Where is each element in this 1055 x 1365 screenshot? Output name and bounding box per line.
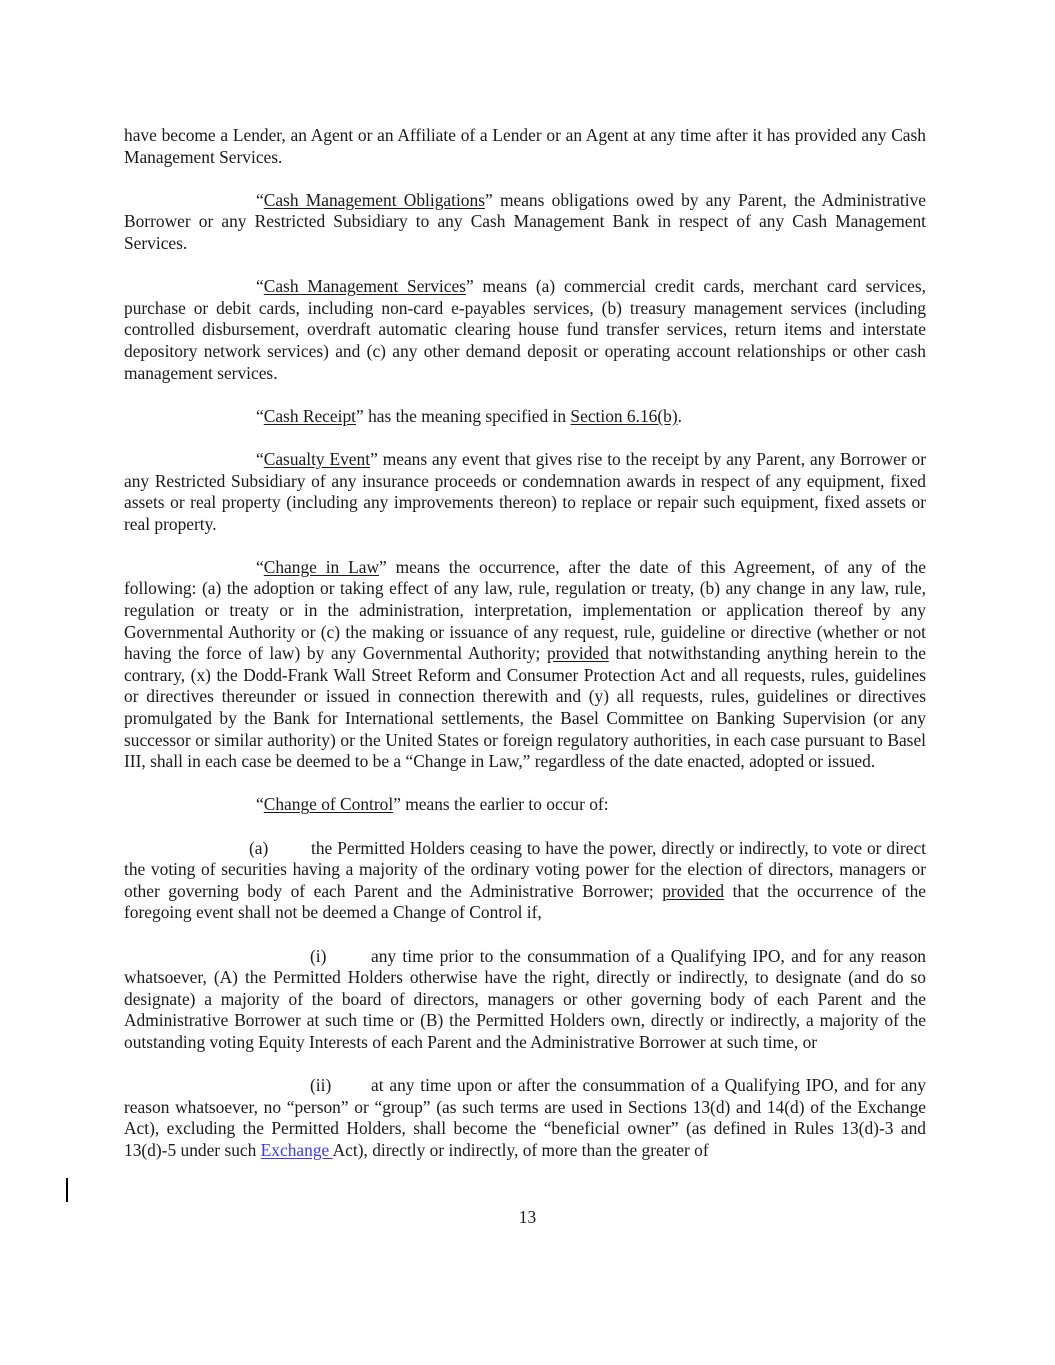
defined-term: Cash Management Services (263, 276, 466, 297)
page-number: 13 (518, 1207, 537, 1227)
clause-i: (i) any time prior to the consummation of a Qualifying IPO, and for any reason whatsoever, (A) the Permitted Holders otherwise have the right, directly or indirectly, to designate (and do so designate) a majority of the board of directors, managers or other governing body of each Parent and the Administrative Borrower at such time or (B) the Permitted Holders own, directly or indirectly, a majority of the outstanding voting Equity Interests of each Parent and the Administrative Borrower at such time, or (124, 945, 926, 1052)
clause-ii: (ii) at any time upon or after the consummation of a Qualifying IPO, and for any reason whatsoever, no “person” or “group” (as such terms are used in Sections 13(d) and 14(d) of the Exchange Act), excluding the Permitted Holders, shall become the “beneficial owner” (as defined in Rules 13(d)-3 and 13(d)-5 under such Exchange Act), directly or indirectly, of more than the greater of (124, 1075, 926, 1160)
section-reference: Section 6.16(b) (570, 405, 678, 426)
defined-term: Change of Control (263, 794, 394, 815)
definition-casualty-event: “Casualty Event” means any event that gives rise to the receipt by any Parent, any Borrower or any Restricted Subsidiary of any insurance proceeds or condemnation awards in respect of any equipment, fixed assets or real property (including any improvements thereon) to replace or repair such equipment, fixed assets or real property. (124, 448, 926, 534)
document-body (124, 125, 926, 1183)
definition-cash-management-obligations: “Cash Management Obligations” means obligations owed by any Parent, the Administrative Borrower or any Restricted Subsidiary to any Cash Management Bank in respect of any Cash Management Services. (124, 189, 926, 253)
clause-label: (a) (249, 837, 269, 858)
definition-cash-receipt: “Cash Receipt” has the meaning specified in Section 6.16(b). (256, 405, 683, 426)
clause-label: (ii) (310, 1075, 332, 1096)
defined-term: Change in Law (263, 556, 380, 577)
clause-label: (i) (310, 945, 327, 966)
definition-change-of-control: “Change of Control” means the earlier to occur of: (256, 794, 609, 815)
revision-change-bar (66, 1178, 68, 1202)
definition-cash-management-services: “Cash Management Services” means (a) commercial credit cards, merchant card services, purchase or debit cards, including non-card e-payables services, (b) treasury management services (including controlled disbursement, overdraft automatic clearing house fund transfer services, return items and interstate depository network services) and (c) any other demand deposit or operating account relationships or other cash management services. (124, 276, 926, 383)
clause-a: (a) the Permitted Holders ceasing to have the power, directly or indirectly, to vote or direct the voting of securities having a majority of the ordinary voting power for the election of directors, managers or other governing body of each Parent and the Administrative Borrower; provided that the occurrence of the foregoing event shall not be deemed a Change of Control if, (124, 837, 926, 923)
defined-term: Cash Receipt (263, 405, 356, 426)
provided-term: provided (547, 643, 609, 664)
defined-term: Casualty Event (263, 448, 371, 469)
provided-term: provided (662, 880, 725, 901)
exchange-link[interactable]: Exchange (260, 1139, 333, 1160)
definition-change-in-law: “Change in Law” means the occurrence, after the date of this Agreement, of any of the following: (a) the adoption or taking effect of any law, rule, regulation or treaty, (b) any change in any law, rule, regulation or treaty or in the administration, interpretation, implementation or application thereof by any Governmental Authority or (c) the making or issuance of any request, rule, guideline or directive (whether or not having the force of law) by any Governmental Authority; provided that notwithstanding anything herein to the contrary, (x) the Dodd-Frank Wall Street Reform and Consumer Protection Act and all requests, rules, guidelines or directives thereunder or issued in connection therewith and (y) all requests, rules, guidelines or directives promulgated by the Bank for International settlements, the Basel Committee on Banking Supervision (or any successor or similar authority) or the United States or foreign regulatory authorities, in each case pursuant to Basel III, shall in each case be deemed to be a “Change in Law,” regardless of the date enacted, adopted or issued. (124, 556, 926, 772)
paragraph-continuation: have become a Lender, an Agent or an Affiliate of a Lender or an Agent at any time after it has provided any Cash Management Services. (124, 125, 926, 167)
defined-term: Cash Management Obligations (263, 189, 485, 210)
